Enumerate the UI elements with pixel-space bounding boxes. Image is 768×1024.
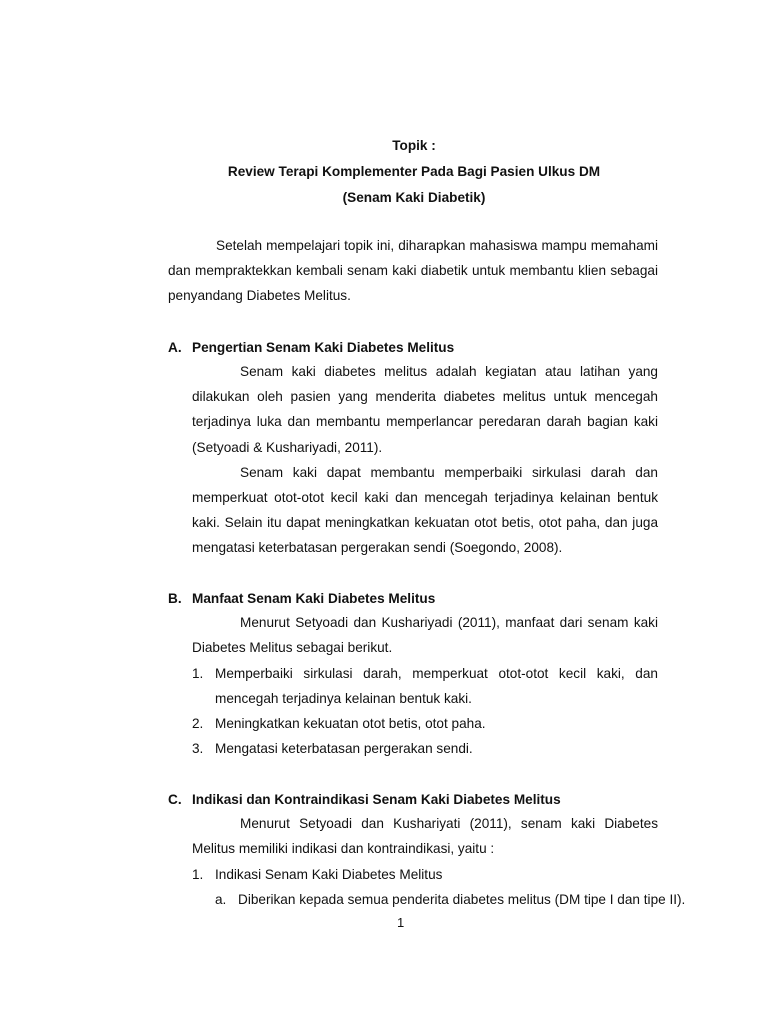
list-item-number: 3. (192, 741, 204, 756)
list-item-text: Memperbaiki sirkulasi darah, memperkuat otot-otot kecil kaki, dan mencegah terjadinya kelainan bentuk kaki. (215, 666, 658, 707)
intro-text: Setelah mempelajari topik ini, diharapkan mahasiswa mampu memahami dan mempraktekkan kembali senam kaki diabetik untuk membantu klien sebagai penyandang Diabetes Melitus. (168, 238, 658, 304)
sub-list-item (215, 887, 686, 912)
section-c-body (192, 811, 658, 861)
list-item (192, 736, 658, 761)
list-item (192, 661, 658, 711)
title-subtitle: (Senam Kaki Diabetik) (342, 190, 486, 205)
list-item (192, 711, 658, 736)
list-item-number: 1. (192, 867, 204, 882)
title-main: Review Terapi Komplementer Pada Bagi Pasien Ulkus DM (227, 164, 601, 179)
title-topic: Topik : (392, 138, 436, 153)
section-a-body (192, 359, 658, 561)
list-item-text: Meningkatkan kekuatan otot betis, otot paha. (215, 716, 486, 731)
section-a-paragraph-1: Senam kaki diabetes melitus adalah kegiatan atau latihan yang dilakukan oleh pasien yang menderita diabetes melitus untuk mencegah terjadinya luka dan membantu memperlancar peredaran darah bagian kaki (Setyoadi & Kushariyadi, 2011). (192, 364, 658, 455)
section-b-title: Manfaat Senam Kaki Diabetes Melitus (192, 591, 436, 606)
list-item-text: Mengatasi keterbatasan pergerakan sendi. (215, 741, 473, 756)
section-c-title: Indikasi dan Kontraindikasi Senam Kaki Diabetes Melitus (192, 792, 561, 807)
sub-list-item-letter: a. (215, 892, 227, 907)
section-b-body (192, 610, 658, 660)
section-b-letter: B. (168, 591, 182, 606)
page-number: 1 (397, 915, 405, 930)
section-b-paragraph-1: Menurut Setyoadi dan Kushariyadi (2011), manfaat dari senam kaki Diabetes Melitus sebagai berikut. (192, 615, 658, 656)
list-item-number: 2. (192, 716, 204, 731)
section-a-heading (168, 339, 454, 357)
title-block (0, 137, 768, 215)
section-a-letter: A. (168, 340, 182, 355)
list-item-text: Indikasi Senam Kaki Diabetes Melitus (215, 867, 443, 882)
intro-paragraph (168, 233, 658, 309)
section-c-paragraph-1: Menurut Setyoadi dan Kushariyati (2011), senam kaki Diabetes Melitus memiliki indikasi dan kontraindikasi, yaitu : (192, 816, 658, 857)
section-a-paragraph-2: Senam kaki dapat membantu memperbaiki sirkulasi darah dan memperkuat otot-otot kecil kaki dan mencegah terjadinya kelainan bentuk kaki. Selain itu dapat meningkatkan kekuatan otot betis, otot paha, dan juga mengatasi keterbatasan pergerakan sendi (Soegondo, 2008). (192, 464, 658, 556)
sub-list-item-text: Diberikan kepada semua penderita diabetes melitus (DM tipe I dan tipe II). (238, 892, 686, 907)
section-c-letter: C. (168, 792, 182, 807)
section-b-heading (168, 590, 435, 608)
list-item-number: 1. (192, 666, 204, 681)
section-c-heading (168, 791, 561, 809)
section-a-title: Pengertian Senam Kaki Diabetes Melitus (192, 340, 455, 355)
list-item (192, 862, 658, 887)
